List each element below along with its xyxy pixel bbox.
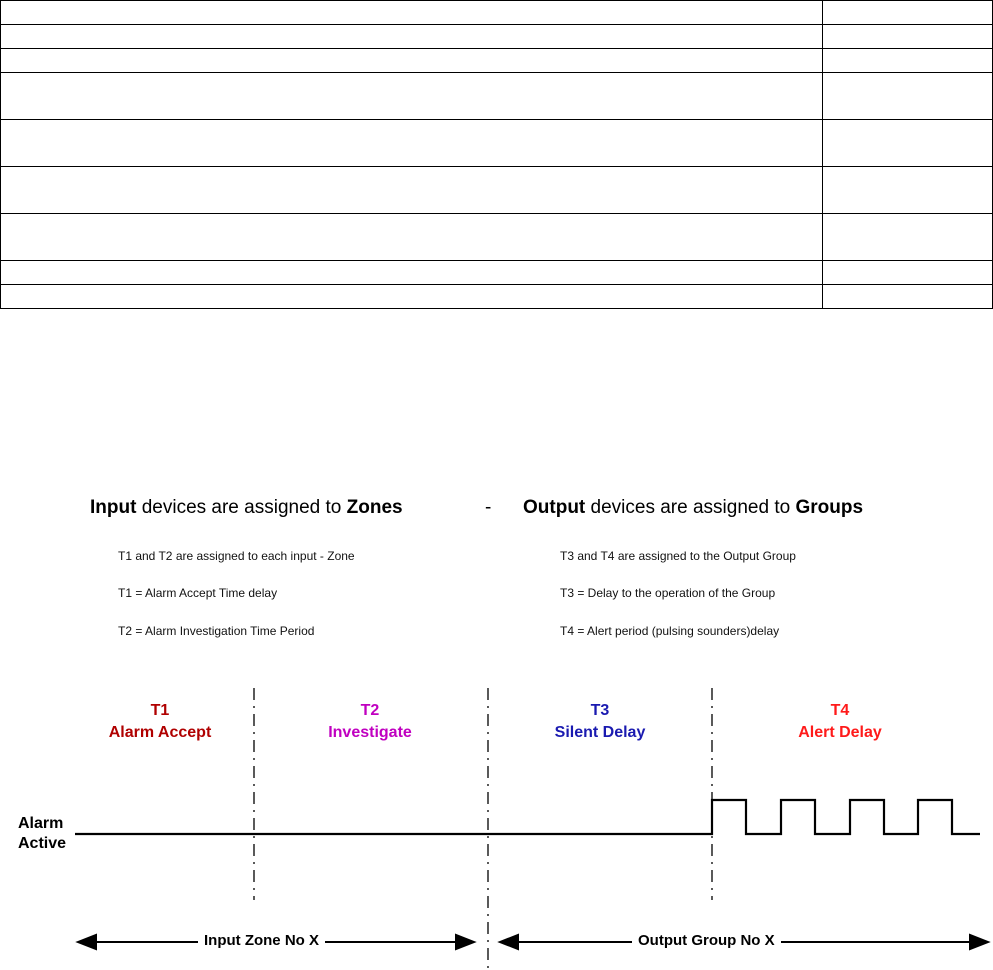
note-left-1: T1 and T2 are assigned to each input - Zone <box>118 549 355 563</box>
output-word: Output <box>523 497 586 518</box>
alarm-signal-waveform <box>75 800 980 834</box>
zones-word: Zones <box>346 497 403 518</box>
alarm-active-label <box>18 814 66 854</box>
phase-t3-id: T3 <box>590 702 610 719</box>
phase-t1-name: Alarm Accept <box>108 724 212 741</box>
output-group-arrow-right-head <box>970 935 988 949</box>
output-group-label: Output Group No X <box>632 932 781 949</box>
input-assignment-text: devices are assigned to <box>136 497 347 518</box>
headline-separator: - <box>485 497 492 518</box>
alarm-label-line1: Alarm <box>18 815 64 832</box>
input-zone-arrow-right-head <box>456 935 474 949</box>
note-left-3: T2 = Alarm Investigation Time Period <box>118 624 315 638</box>
input-zone-arrow-left-head <box>78 935 96 949</box>
phase-t1-label <box>80 700 240 744</box>
phase-t1-id: T1 <box>150 702 170 719</box>
phase-t2-id: T2 <box>360 702 380 719</box>
phase-t2-label <box>290 700 450 744</box>
phase-t2-name: Investigate <box>328 724 412 741</box>
phase-t4-label <box>760 700 920 744</box>
input-zone-label: Input Zone No X <box>198 932 325 949</box>
phase-t3-name: Silent Delay <box>554 724 646 741</box>
note-right-3: T4 = Alert period (pulsing sounders)delay <box>560 624 780 638</box>
output-group-arrow-left-head <box>500 935 518 949</box>
phase-t4-id: T4 <box>830 702 850 719</box>
groups-word: Groups <box>795 497 864 518</box>
output-assignment-text: devices are assigned to <box>585 497 796 518</box>
note-right-1: T3 and T4 are assigned to the Output Group <box>560 549 796 563</box>
note-left-2: T1 = Alarm Accept Time delay <box>118 586 278 600</box>
note-right-2: T3 = Delay to the operation of the Group <box>560 586 776 600</box>
phase-t4-name: Alert Delay <box>798 724 882 741</box>
phase-t3-label <box>520 700 680 744</box>
alarm-label-line2: Active <box>18 835 67 852</box>
input-word: Input <box>90 497 137 518</box>
